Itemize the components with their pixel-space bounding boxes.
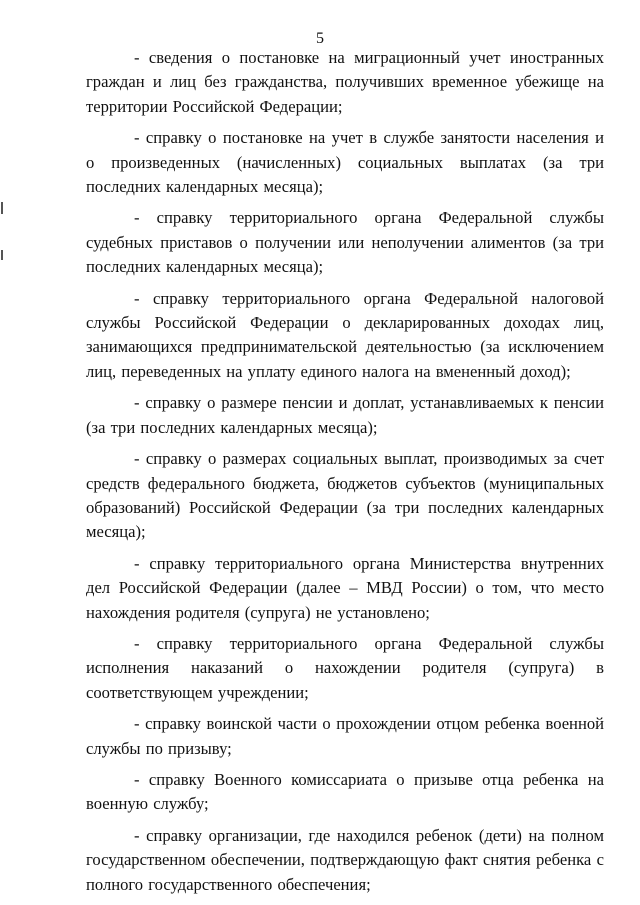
document-body — [86, 46, 604, 904]
scan-edge-mark — [1, 250, 3, 260]
list-item: - справку о размере пенсии и доплат, устанавливаемых к пенсии (за три последних календарных месяца); — [86, 393, 604, 437]
list-item: - справку территориального органа Министерства внутренних дел Российской Федерации (далее – МВД России) о том, что место нахождения родителя (супруга) не установлено; — [86, 553, 604, 622]
list-item: - справку территориального органа Федеральной службы исполнения наказаний о нахождении родителя (супруга) в соответствующем учреждении; — [86, 633, 604, 702]
list-item: - справку территориального органа Федеральной службы судебных приставов о получении или неполучении алиментов (за три последних календарных месяца); — [86, 208, 604, 277]
list-item: - справку территориального органа Федеральной налоговой службы Российской Федерации о декларированных доходах лиц, занимающихся предпринимательской деятельностью (за исключением лиц, переведенных на уплату единого налога на вмененный доход); — [86, 288, 604, 381]
scan-edge-mark — [1, 202, 3, 214]
list-item: - справку о размерах социальных выплат, производимых за счет средств федерального бюджета, бюджетов субъектов (муниципальных образований) Российской Федерации (за три последних календарных месяца); — [86, 449, 604, 542]
list-item: - справку о постановке на учет в службе занятости населения и о произведенных (начисленных) социальных выплатах (за три последних календарных месяца); — [86, 128, 604, 197]
list-item: - справку воинской части о прохождении отцом ребенка военной службы по призыву; — [86, 714, 604, 758]
list-item: - справку Военного комиссариата о призыве отца ребенка на военную службу; — [86, 769, 604, 814]
list-item: - сведения о постановке на миграционный учет иностранных граждан и лиц без гражданства, получивших временное убежище на территории Российской Федерации; — [86, 48, 604, 116]
list-item: - справку организации, где находился ребенок (дети) на полном государственном обеспечении, подтверждающую факт снятия ребенка с полного государственного обеспечения; — [86, 825, 604, 894]
page-number: 5 — [316, 30, 324, 47]
